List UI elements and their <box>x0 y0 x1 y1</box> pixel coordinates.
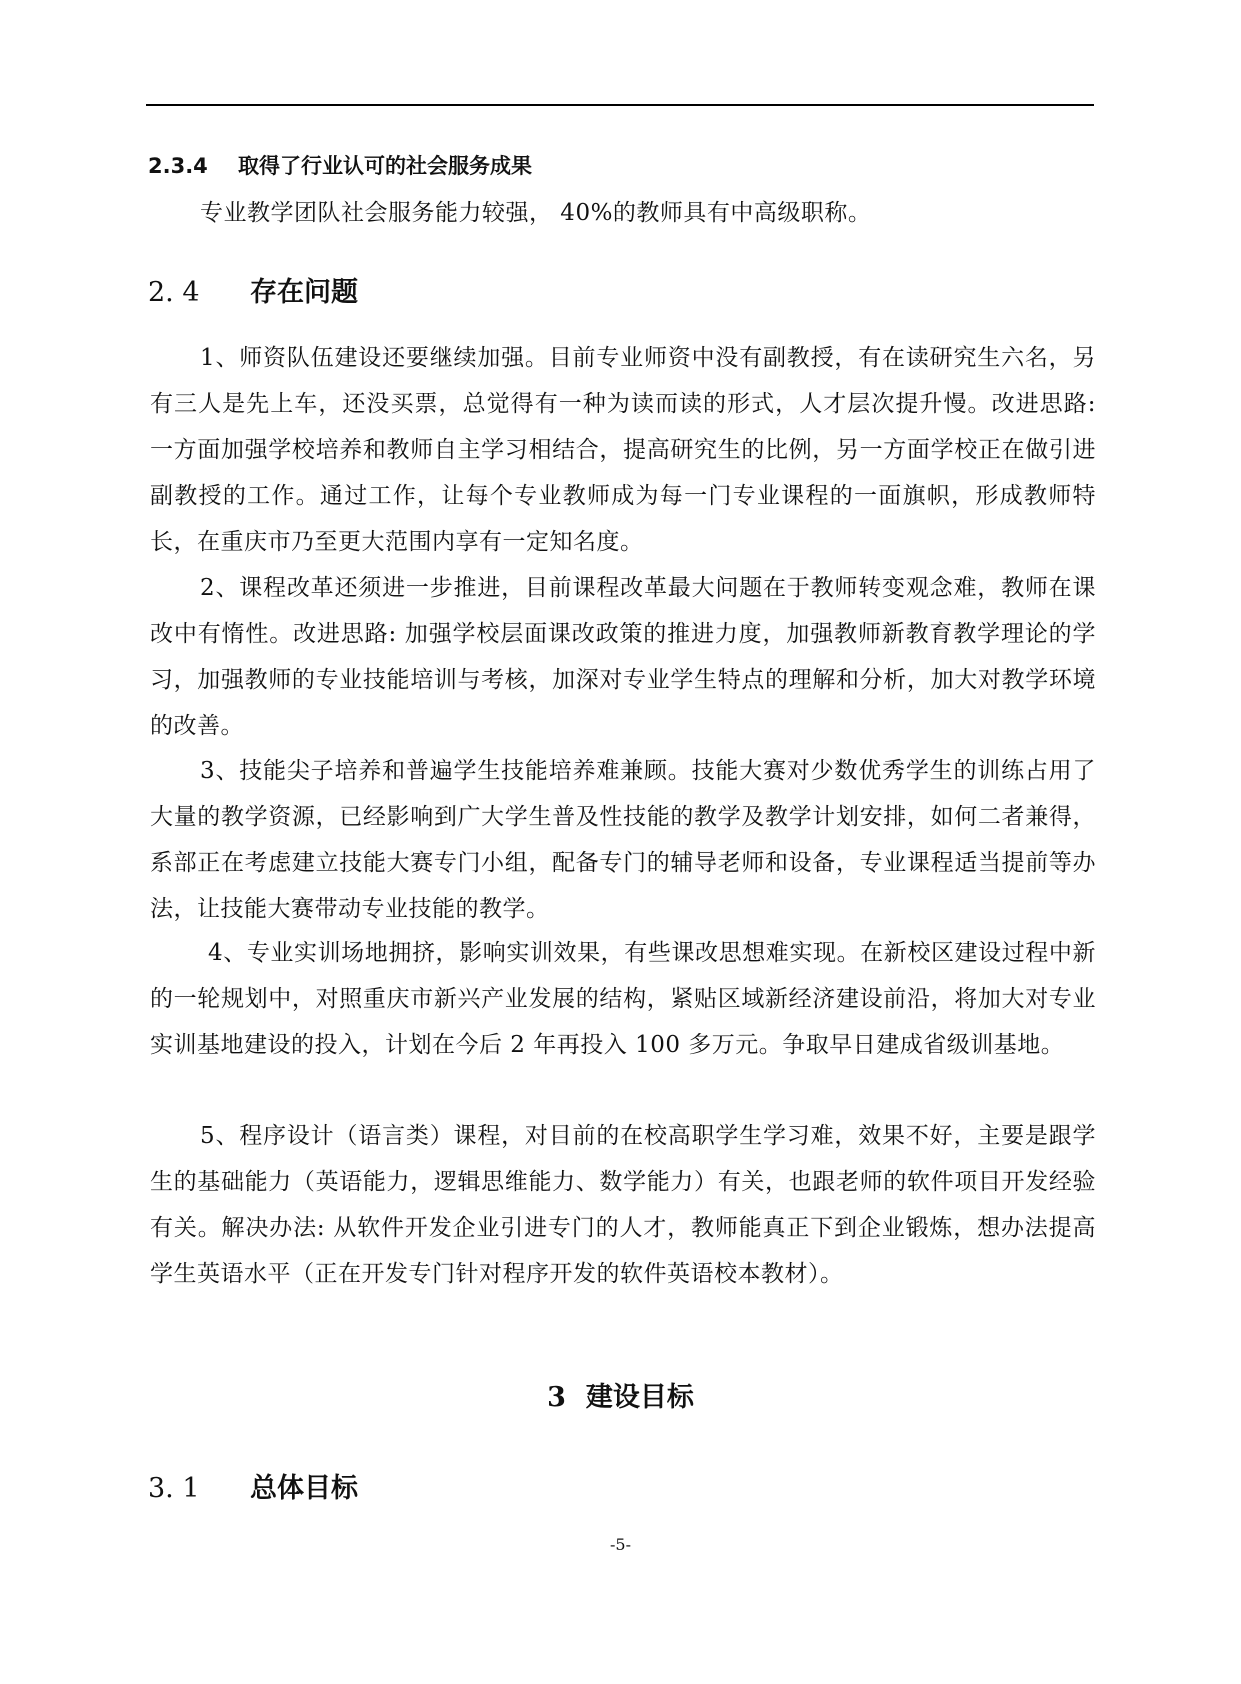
heading-title: 取得了行业认可的社会服务成果 <box>238 154 532 178</box>
heading-2-4 <box>148 270 358 309</box>
heading-number: 2.3.4 <box>148 154 208 178</box>
paragraph-issue-1: 1、师资队伍建设还要继续加强。目前专业师资中没有副教授，有在读研究生六名，另有三人是先上车，还没买票，总觉得有一种为读而读的形式，人才层次提升慢。改进思路: 一方面加强学校培养和教师自主学习相结合，提高研究生的比例，另一方面学校正在做引进副教授的工作。通过工作，让每个专业教师成为每一门专业课程的一面旗帜，形成教师特长，在重庆市乃至更大范围内享有一定知名度。 <box>150 345 1096 555</box>
heading-title: 存在问题 <box>250 277 358 308</box>
page-number: -5- <box>610 1535 631 1554</box>
paragraph-issue-5: 5、程序设计（语言类）课程，对目前的在校高职学生学习难，效果不好，主要是跟学生的基础能力（英语能力，逻辑思维能力、数学能力）有关，也跟老师的软件项目开发经验有关。解决办法: 从软件开发企业引进专门的人才，教师能真正下到企业锻炼，想办法提高学生英语水平（正在开发专门针对程序开发的软件英语校本教材）。 <box>150 1123 1096 1287</box>
paragraph-intro: 专业教学团队社会服务能力较强， 40%的教师具有中高级职称。 <box>200 200 872 226</box>
heading-2-3-4 <box>148 150 532 180</box>
chapter-heading-3 <box>0 1375 1241 1414</box>
heading-3-1 <box>148 1466 358 1505</box>
chapter-title: 建设目标 <box>585 1382 694 1413</box>
heading-number: 3. 1 <box>148 1473 200 1504</box>
heading-number: 2. 4 <box>148 277 200 308</box>
header-rule <box>146 104 1094 106</box>
paragraph-issue-3: 3、技能尖子培养和普遍学生技能培养难兼顾。技能大赛对少数优秀学生的训练占用了大量的教学资源，已经影响到广大学生普及性技能的教学及教学计划安排，如何二者兼得，系部正在考虑建立技能大赛专门小组，配备专门的辅导老师和设备，专业课程适当提前等办法，让技能大赛带动专业技能的教学。 <box>150 758 1096 922</box>
paragraph-issue-2: 2、课程改革还须进一步推进，目前课程改革最大问题在于教师转变观念难，教师在课改中有惰性。改进思路: 加强学校层面课改政策的推进力度，加强教师新教育教学理论的学习，加强教师的专业技能培训与考核，加深对专业学生特点的理解和分析，加大对教学环境的改善。 <box>150 575 1096 739</box>
chapter-number: 3 <box>547 1382 566 1413</box>
paragraph-issue-4: 4、专业实训场地拥挤，影响实训效果，有些课改思想难实现。在新校区建设过程中新的一轮规划中，对照重庆市新兴产业发展的结构，紧贴区域新经济建设前沿，将加大对专业实训基地建设的投入，计划在今后 2 年再投入 100 多万元。争取早日建成省级训基地。 <box>150 940 1096 1058</box>
heading-title: 总体目标 <box>250 1473 358 1504</box>
